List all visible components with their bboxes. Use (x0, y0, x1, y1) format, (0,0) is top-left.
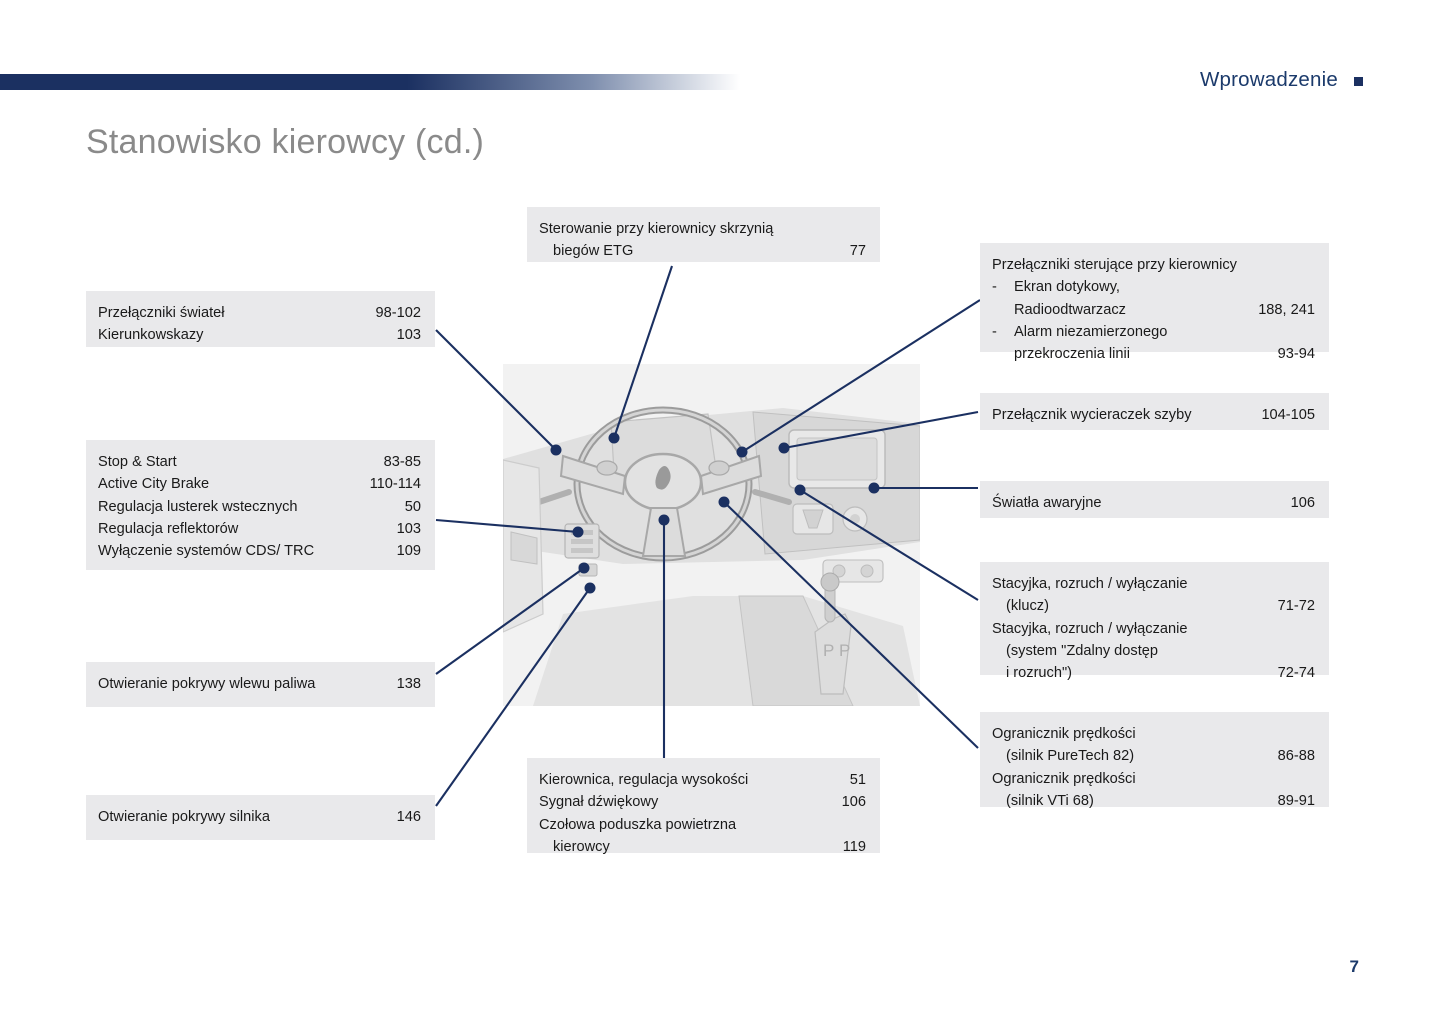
callout-label: Wyłączenie systemów CDS/ TRC (98, 543, 315, 560)
callout-page: 119 (842, 838, 866, 855)
callout-steering-switches (980, 243, 1329, 363)
callout-hazard-lights (980, 481, 1329, 518)
callout-subrow (1014, 276, 1315, 298)
callout-page: 77 (849, 243, 866, 260)
callout-page: 109 (396, 543, 421, 560)
callout-dash: - (992, 323, 997, 340)
callout-row (98, 540, 421, 562)
callout-label: Sygnał dźwiękowy (539, 794, 659, 811)
callout-row (539, 218, 866, 240)
callout-bonnet-release (86, 795, 435, 840)
callout-page: 146 (396, 809, 421, 825)
callout-etg (527, 207, 880, 262)
callout-page: 138 (396, 676, 421, 692)
callout-speed-limiter (980, 712, 1329, 807)
callout-subrow (1014, 299, 1315, 321)
callout-ignition (980, 562, 1329, 682)
callout-label: Czołowa poduszka powietrzna (539, 816, 737, 833)
callout-label: Stop & Start (98, 454, 177, 470)
callout-page: 93-94 (1277, 346, 1315, 363)
callout-fuel-flap (86, 662, 435, 707)
callout-page: 106 (841, 794, 866, 811)
callout-row (98, 806, 421, 828)
dashboard-illustration (503, 364, 920, 706)
callout-page: 86-88 (1277, 748, 1315, 765)
header-square-marker (1354, 77, 1363, 86)
callout-page: 110-114 (369, 476, 421, 493)
callout-label: kierowcy (553, 838, 610, 855)
callout-page: 104-105 (1261, 407, 1315, 423)
callout-page: 51 (849, 772, 866, 788)
callout-row (98, 518, 421, 540)
callout-page: 50 (404, 498, 421, 515)
callout-page: 106 (1290, 495, 1315, 511)
callout-label: Active City Brake (98, 476, 210, 493)
callout-label: i rozruch") (1006, 665, 1072, 682)
callout-row (992, 492, 1315, 514)
callout-label: Ogranicznik prędkości (992, 726, 1136, 742)
callout-row (992, 723, 1315, 745)
callout-row (992, 768, 1315, 790)
callout-row (992, 640, 1315, 662)
callout-row (98, 496, 421, 518)
callout-label: Światła awaryjne (992, 495, 1102, 511)
callout-driving-systems (86, 440, 435, 570)
callout-label: (silnik PureTech 82) (1006, 748, 1135, 765)
callout-row (98, 473, 421, 495)
callout-row (992, 573, 1315, 595)
callout-label: Alarm niezamierzonego (1014, 323, 1168, 340)
callout-label: Otwieranie pokrywy wlewu paliwa (98, 676, 316, 692)
callout-row (992, 595, 1315, 617)
callout-row (98, 451, 421, 473)
callout-row (539, 836, 866, 858)
callout-row (992, 745, 1315, 767)
callout-page: 188, 241 (1258, 301, 1315, 318)
callout-row (539, 240, 866, 262)
callout-label: Kierunkowskazy (98, 327, 204, 344)
callout-row (539, 769, 866, 791)
callout-row (98, 324, 421, 346)
callout-row (539, 814, 866, 836)
callout-page: 103 (396, 520, 421, 537)
callout-label: Przełącznik wycieraczek szyby (992, 407, 1192, 423)
svg-text:P: P (839, 641, 851, 660)
callout-label: (klucz) (1006, 598, 1049, 615)
callout-label: Ogranicznik prędkości (992, 770, 1136, 787)
callout-row (992, 276, 1315, 321)
callout-lights (86, 291, 435, 347)
callout-label: Radioodtwarzacz (1014, 301, 1126, 318)
callout-row (992, 321, 1315, 366)
page-number: 7 (1349, 957, 1359, 976)
callout-page: 71-72 (1277, 598, 1315, 615)
callout-label: (silnik VTi 68) (1006, 792, 1094, 809)
callout-subrow (1014, 321, 1315, 343)
callout-body (1014, 276, 1315, 321)
callout-label: Stacyjka, rozruch / wyłączanie (992, 576, 1188, 592)
callout-label: Kierownica, regulacja wysokości (539, 772, 749, 788)
callout-steering-wheel (527, 758, 880, 853)
callout-row (992, 790, 1315, 812)
page-title: Stanowisko kierowcy (cd.) (86, 123, 485, 161)
callout-row (992, 254, 1315, 276)
callout-body (1014, 321, 1315, 366)
callout-label: przekroczenia linii (1014, 346, 1130, 363)
callout-label: Regulacja lusterek wstecznych (98, 498, 298, 515)
callout-page: 98-102 (375, 305, 421, 321)
callout-row (98, 302, 421, 324)
callout-page: 103 (396, 327, 421, 344)
callout-label: Przełączniki świateł (98, 305, 225, 321)
callout-page: 72-74 (1277, 665, 1315, 682)
callout-label: Otwieranie pokrywy silnika (98, 809, 270, 825)
callout-row (539, 791, 866, 813)
callout-label: Sterowanie przy kierownicy skrzynią (539, 221, 774, 237)
callout-label: biegów ETG (553, 243, 634, 260)
callout-row (992, 618, 1315, 640)
callout-row (98, 673, 421, 695)
svg-text:P: P (823, 641, 835, 660)
callout-page: 89-91 (1277, 792, 1315, 809)
callout-label: Przełączniki sterujące przy kierownicy (992, 257, 1237, 273)
callout-row (992, 404, 1315, 426)
callout-label: Stacyjka, rozruch / wyłączanie (992, 620, 1188, 637)
callout-page: 83-85 (383, 454, 421, 470)
section-title: Wprowadzenie (1200, 68, 1338, 91)
callout-row (992, 662, 1315, 684)
callout-label: Regulacja reflektorów (98, 520, 239, 537)
callout-wipers (980, 393, 1329, 430)
header-bar (0, 74, 740, 90)
callout-label: (system "Zdalny dostęp (1006, 642, 1158, 659)
callout-label: Ekran dotykowy, (1014, 279, 1120, 296)
callout-subrow (1014, 343, 1315, 365)
callout-dash: - (992, 279, 997, 296)
